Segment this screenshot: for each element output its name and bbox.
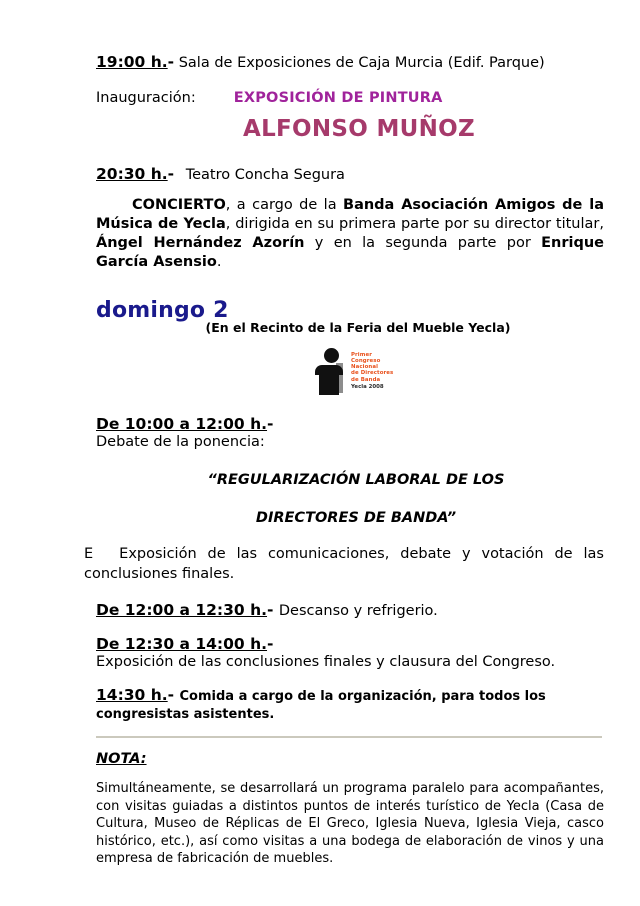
schedule-entry-3-dash: - xyxy=(267,635,274,654)
concert-text-6: y en la segunda parte por xyxy=(304,235,542,252)
inauguration-row xyxy=(96,90,604,106)
congress-logo xyxy=(307,347,403,399)
logo-year: Yecla 2008 xyxy=(351,384,384,391)
note-body: Simultáneamente, se desarrollará un programa paralelo para acompañantes, con visitas guiadas a distintos puntos de interés turístico de Yecla (Casa de Cultura, Museo de Réplicas de El Greco, Iglesia Nueva, Iglesia Vieja, casco histórico, etc.), así como visitas a una bodega de elaboración de vinos y una empresa de fabricación de muebles. xyxy=(96,781,604,866)
sunday-subheading: (En el Recinto de la Feria del Mueble Yecla) xyxy=(205,320,511,336)
logo-line-1: Primer xyxy=(351,352,372,359)
congress-logo-wrapper xyxy=(96,347,604,399)
schedule-entry-4 xyxy=(96,686,604,722)
schedule-entry-2-time: De 12:00 a 12:30 h. xyxy=(96,601,268,620)
schedule-entry-1 xyxy=(96,415,604,450)
entry-1900-dash: - xyxy=(167,53,175,71)
schedule-entry-4-text: Comida a cargo de la organización, para todos los congresistas asistentes. xyxy=(96,689,546,723)
clipped-paragraph-wrapper xyxy=(84,545,604,585)
entry-1900-time: 19:00 h. xyxy=(96,53,168,71)
schedule-entry-3-sub: Exposición de las conclusiones finales y clausura del Congreso. xyxy=(96,654,556,671)
conductor-figure-icon xyxy=(315,347,349,399)
exposition-title: EXPOSICIÓN DE PINTURA xyxy=(233,90,443,107)
ponencia-quote-line-1: “REGULARIZACIÓN LABORAL DE LOS xyxy=(207,472,505,489)
concert-text-4: , dirigida en su primera parte por su director titular, xyxy=(225,215,604,232)
concert-band: Banda Asociación Amigos de la Música de Yecla xyxy=(96,196,604,232)
concert-text-8: . xyxy=(216,254,222,271)
logo-line-3: Nacional xyxy=(351,364,379,371)
schedule-entry-4-time: 14:30 h. xyxy=(96,686,168,705)
schedule-entry-3-time: De 12:30 a 14:00 h. xyxy=(96,635,268,654)
schedule-entry-1-sub: Debate de la ponencia: xyxy=(96,434,265,451)
note-label: NOTA: xyxy=(96,751,147,768)
concert-paragraph xyxy=(96,196,604,273)
schedule-entry-2 xyxy=(96,601,604,619)
entry-2030-venue: Teatro Concha Segura xyxy=(185,167,345,184)
schedule-entry-2-dash: - xyxy=(267,601,274,620)
schedule-entry-1-dash: - xyxy=(267,415,274,434)
ponencia-quote-line-2: DIRECTORES DE BANDA” xyxy=(255,510,457,527)
concert-conductor-1: Ángel Hernández Azorín xyxy=(96,235,305,252)
concert-keyword: CONCIERTO xyxy=(132,196,226,213)
logo-line-2: Congreso xyxy=(351,358,381,365)
schedule-entry-4-header xyxy=(96,686,604,722)
entry-2030-dash: - xyxy=(167,165,175,184)
entry-1900 xyxy=(96,52,604,73)
schedule-entry-2-text: Descanso y refrigerio. xyxy=(278,603,438,620)
clipped-line-2: conclusiones finales. xyxy=(84,565,235,582)
schedule-entry-2-header xyxy=(96,601,604,619)
schedule-entry-3-header xyxy=(96,635,604,653)
schedule-entry-1-header xyxy=(96,415,604,433)
sunday-heading: domingo 2 xyxy=(96,298,229,324)
entry-2030-time: 20:30 h. xyxy=(96,165,168,184)
schedule-entry-1-time: De 10:00 a 12:00 h. xyxy=(96,415,268,434)
document-content xyxy=(84,52,604,867)
clipped-marker: E xyxy=(84,546,94,563)
concert-conductor-2: Enrique García Asensio xyxy=(96,235,604,271)
artist-name: ALFONSO MUÑOZ xyxy=(242,116,476,143)
clipped-line-1: Exposición de las comunicaciones, debate y votación de las xyxy=(119,546,604,563)
entry-2030 xyxy=(96,164,604,185)
figure-head-icon xyxy=(324,348,339,363)
entry-1900-venue: Sala de Exposiciones de Caja Murcia (Edif. Parque) xyxy=(178,55,545,71)
logo-text-block xyxy=(351,352,403,390)
schedule-entry-3 xyxy=(96,635,604,670)
inauguration-label: Inauguración: xyxy=(96,90,196,107)
figure-body-icon xyxy=(319,365,339,395)
logo-line-4: de Directores xyxy=(351,370,394,377)
clipped-paragraph xyxy=(84,545,604,584)
schedule-entry-4-dash: - xyxy=(167,686,175,705)
concert-text-2: , a cargo de la xyxy=(225,196,344,213)
logo-line-5: de Banda xyxy=(351,376,381,383)
section-divider xyxy=(96,736,602,738)
